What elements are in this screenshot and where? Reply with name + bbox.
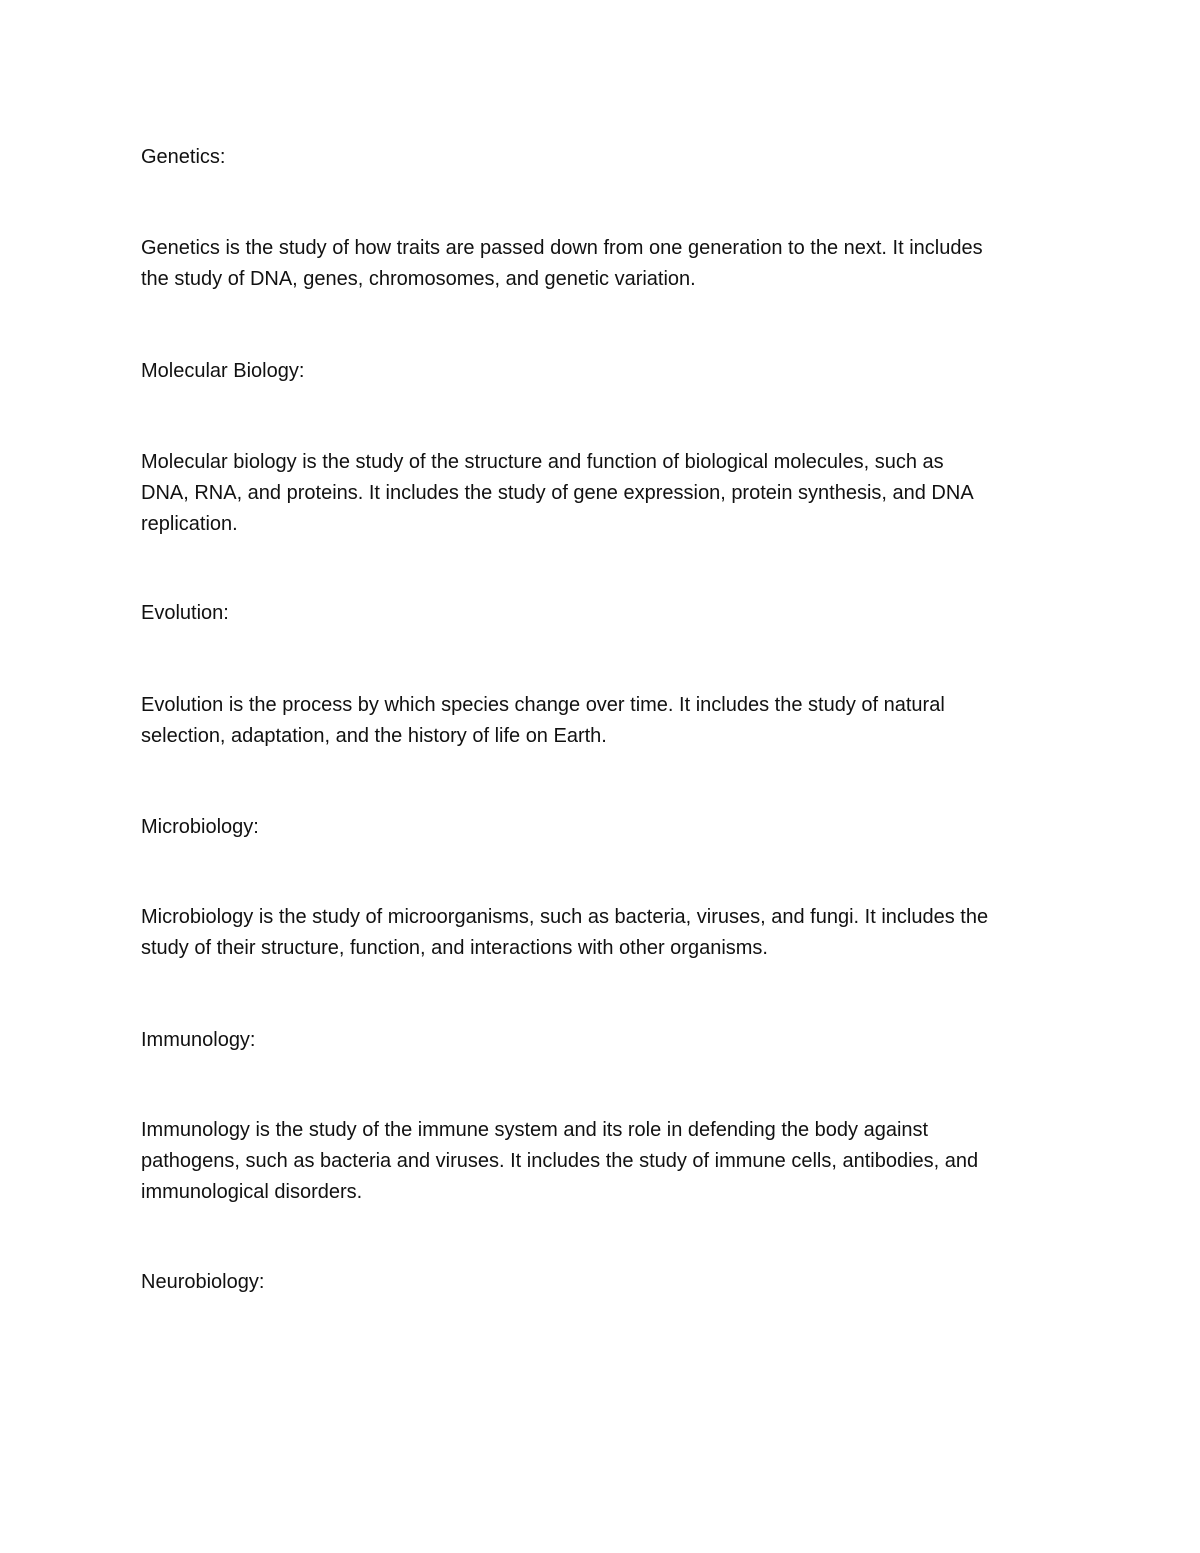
section-heading-molecular-biology: Molecular Biology:	[141, 360, 305, 382]
section-body-evolution	[141, 690, 1066, 752]
section-body-immunology	[141, 1115, 1066, 1208]
section-heading-microbiology: Microbiology:	[141, 816, 259, 838]
body-line: the study of DNA, genes, chromosomes, and genetic variation.	[141, 268, 696, 290]
body-line: Molecular biology is the study of the structure and function of biological molecules, such as	[141, 451, 944, 473]
section-body-genetics	[141, 233, 1066, 295]
body-line: Genetics is the study of how traits are passed down from one generation to the next. It includes	[141, 237, 983, 259]
section-body-microbiology	[141, 902, 1066, 964]
body-line: Immunology is the study of the immune system and its role in defending the body against	[141, 1119, 929, 1141]
section-body-molecular-biology	[141, 447, 1066, 540]
body-line: replication.	[141, 513, 238, 535]
body-line: selection, adaptation, and the history of life on Earth.	[141, 725, 607, 747]
body-line: immunological disorders.	[141, 1181, 363, 1203]
body-line: Microbiology is the study of microorganisms, such as bacteria, viruses, and fungi. It includes the	[141, 906, 989, 928]
section-heading-evolution: Evolution:	[141, 602, 229, 624]
section-heading-genetics: Genetics:	[141, 146, 226, 168]
section-heading-neurobiology: Neurobiology:	[141, 1271, 265, 1293]
body-line: pathogens, such as bacteria and viruses. It includes the study of immune cells, antibodies, and	[141, 1150, 979, 1172]
body-line: Evolution is the process by which species change over time. It includes the study of natural	[141, 694, 945, 716]
body-line: DNA, RNA, and proteins. It includes the study of gene expression, protein synthesis, and DNA	[141, 482, 974, 504]
body-line: study of their structure, function, and interactions with other organisms.	[141, 937, 768, 959]
section-heading-immunology: Immunology:	[141, 1029, 256, 1051]
